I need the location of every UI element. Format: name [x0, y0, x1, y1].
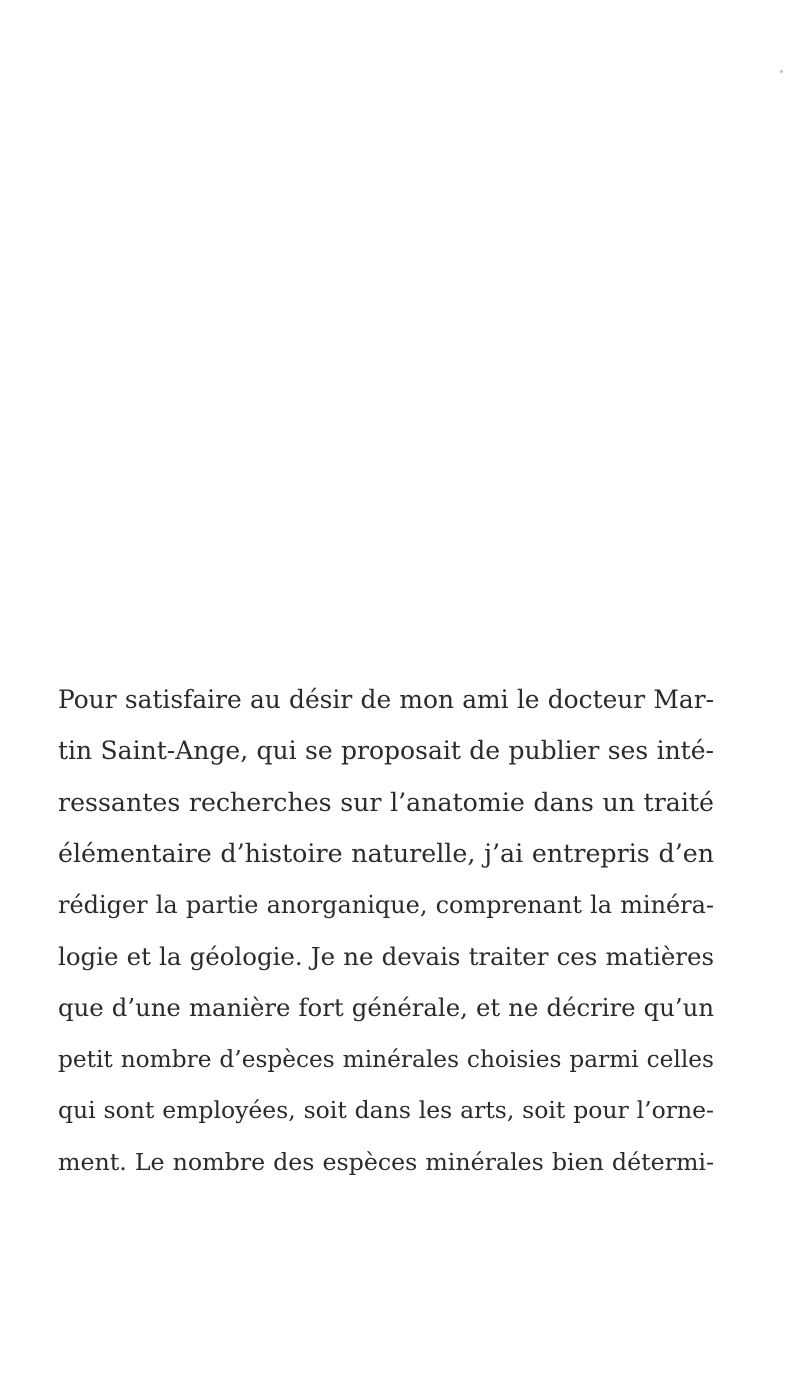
text-line-2: tin Saint-Ange, qui se proposait de publier ses inté- [58, 736, 714, 766]
text-line-6: logie et la géologie. Je ne devais traiter ces matières [58, 941, 714, 971]
text-line-9: qui sont employées, soit dans les arts, soit pour l’orne- [58, 1096, 714, 1125]
text-line-5: rédiger la partie anorganique, comprenant la minéra- [58, 890, 714, 919]
text-line-8: petit nombre d’espèces minérales choisies parmi celles [58, 1045, 714, 1073]
text-line-3: ressantes recherches sur l’anatomie dans un traité [58, 787, 714, 817]
text-line-1: Pour satisfaire au désir de mon ami le docteur Mar- [58, 685, 714, 714]
text-line-4: élémentaire d’histoire naturelle, j’ai entrepris d’en [58, 839, 714, 869]
paper-speck [780, 70, 783, 73]
text-line-7: que d’une manière fort générale, et ne décrire qu’un [58, 993, 714, 1023]
body-paragraph [58, 674, 714, 1188]
text-line-10: ment. Le nombre des espèces minérales bien détermi- [58, 1147, 714, 1176]
